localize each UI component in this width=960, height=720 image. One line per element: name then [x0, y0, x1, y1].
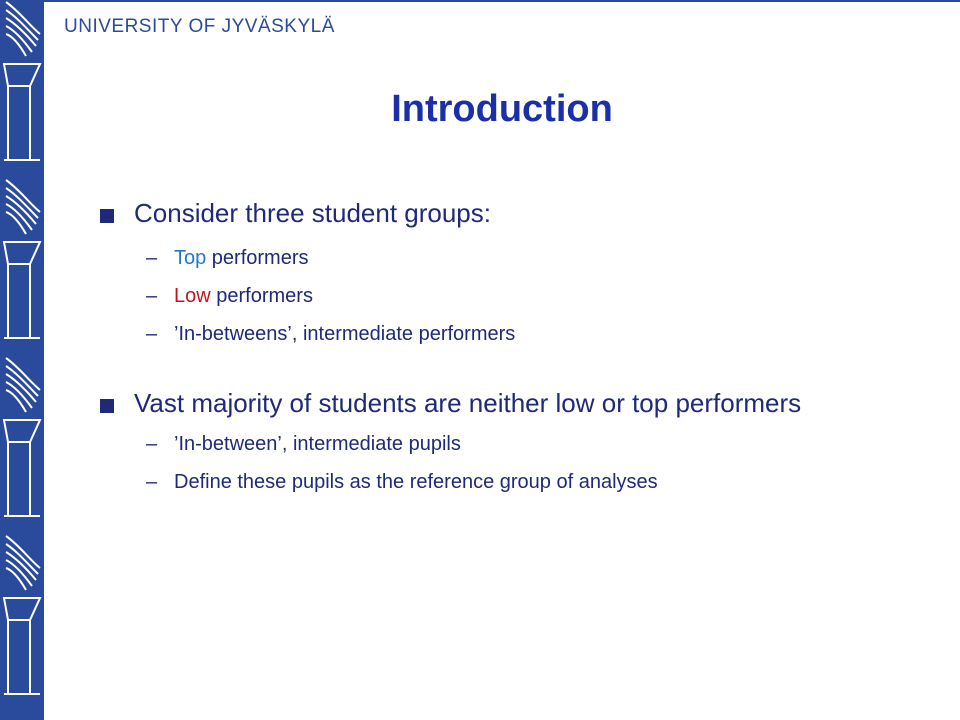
bullet-text: Consider three student groups: — [134, 198, 491, 228]
sub-bullet — [98, 246, 918, 270]
university-name: UNIVERSITY OF JYVÄSKYLÄ — [64, 16, 335, 37]
dash-icon: – — [146, 471, 158, 493]
header-rule — [44, 0, 960, 2]
dash-icon: – — [146, 433, 158, 455]
university-emblem-pattern-icon — [0, 0, 44, 720]
sub-bullet — [98, 432, 918, 456]
dash-icon: – — [146, 247, 158, 269]
sidebar-ornament — [0, 0, 44, 720]
square-bullet-icon — [100, 209, 114, 223]
slide-title: Introduction — [391, 88, 613, 130]
bullet-point — [98, 386, 918, 420]
sub-bullet-text: performers — [210, 285, 313, 307]
sub-bullet-accent: Low — [174, 285, 211, 307]
sub-bullet-accent: Top — [174, 247, 207, 269]
sub-bullet-text: ’In-betweens’, intermediate performers — [174, 323, 516, 345]
slide-content — [98, 196, 918, 494]
sub-bullet — [98, 470, 918, 494]
sub-bullet-text: Define these pupils as the reference group of analyses — [174, 471, 658, 493]
sub-bullet — [98, 284, 918, 308]
sub-bullet-text: performers — [206, 247, 309, 269]
bullet-point — [98, 196, 918, 230]
sub-bullet-text: ’In-between’, intermediate pupils — [174, 433, 461, 455]
dash-icon: – — [146, 323, 158, 345]
sub-bullet — [98, 322, 918, 346]
bullet-text: Vast majority of students are neither low or top performers — [134, 388, 802, 418]
dash-icon: – — [146, 285, 158, 307]
square-bullet-icon — [100, 399, 114, 413]
